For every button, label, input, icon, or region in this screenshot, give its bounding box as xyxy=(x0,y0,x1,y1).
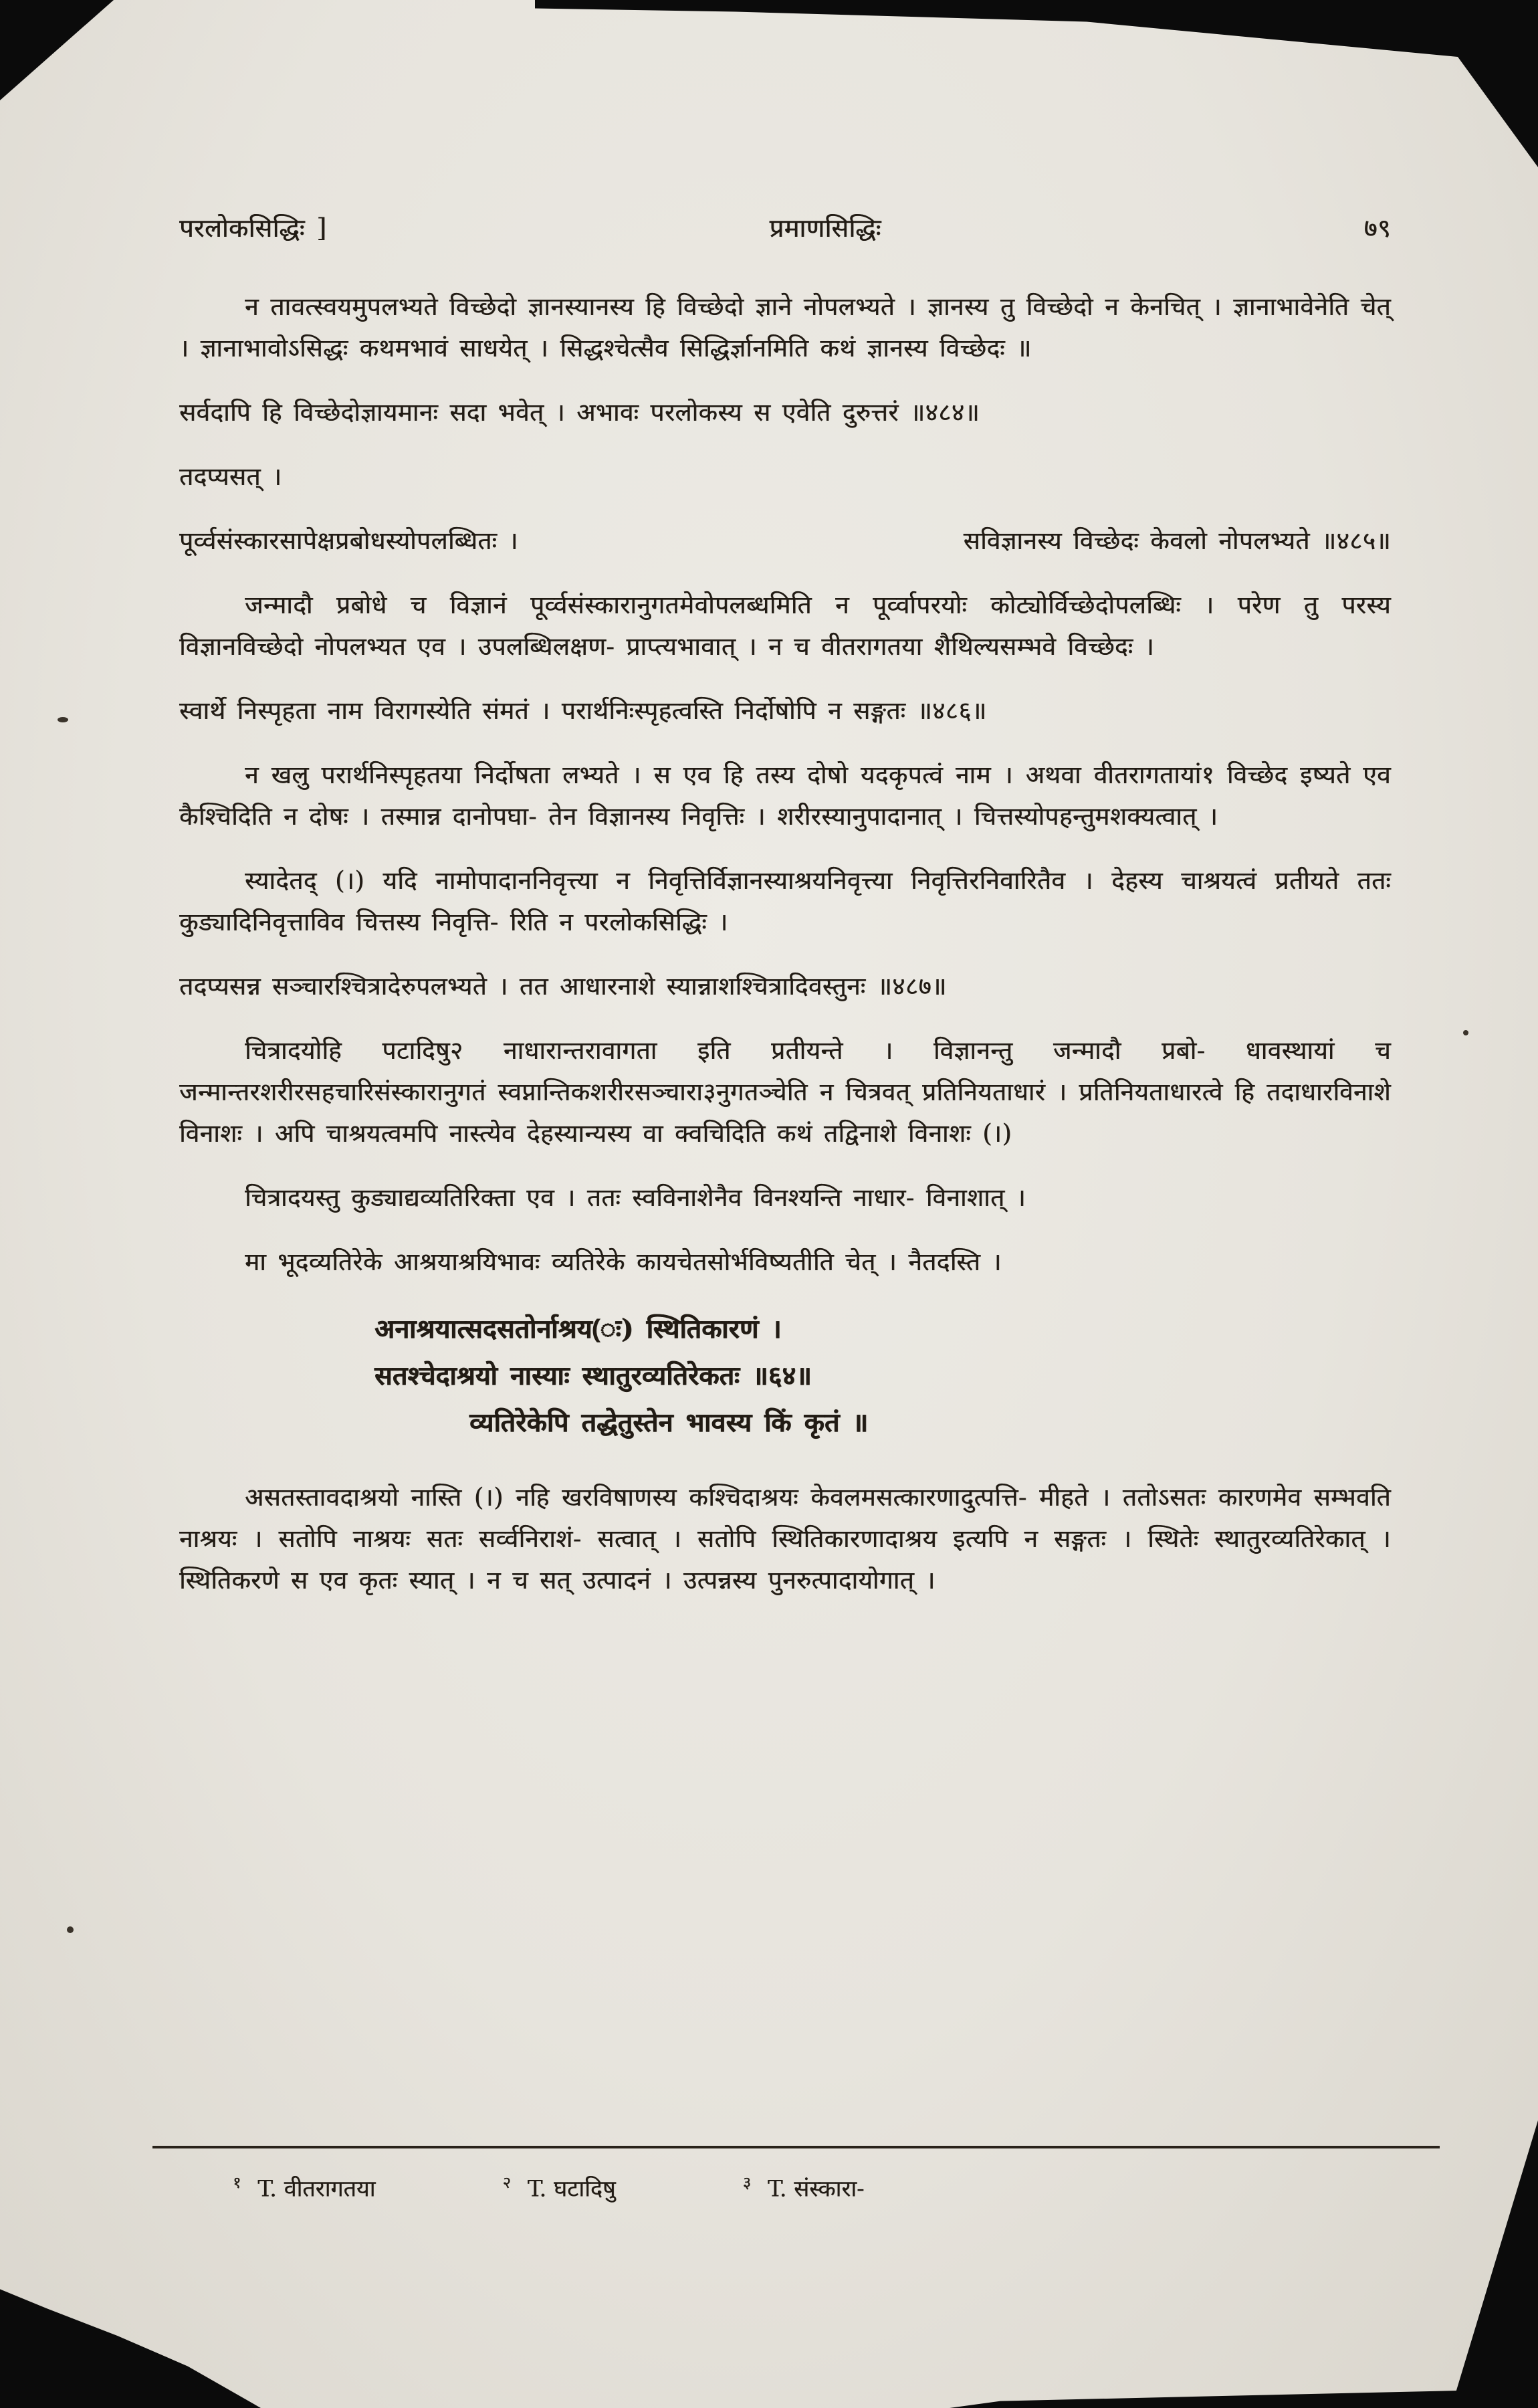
running-head xyxy=(179,207,1391,249)
footnote-3 xyxy=(743,2171,865,2203)
page-number: ७९ xyxy=(1363,213,1391,243)
scan-artifact-top-left xyxy=(0,0,114,100)
scan-artifact-bottom-bar xyxy=(950,2391,1458,2408)
footnote-1-marker: १ xyxy=(233,2173,241,2192)
scan-artifact-top-strip xyxy=(535,0,1538,167)
verse-64-line-1: अनाश्रयात्सदसतोर्नाश्रय(ः) स्थितिकारणं । xyxy=(374,1314,782,1344)
text-column xyxy=(179,207,1391,1624)
scan-speck xyxy=(58,717,68,722)
paragraph: स्यादेतद् (।) यदि नामोपादाननिवृत्त्या न निवृत्तिर्विज्ञानस्याश्रयनिवृत्त्या निवृत्तिरनिवारितैव । देहस्य चाश्रयत्वं प्रतीयते ततः कुड्यादिनिवृत्ताविव चित्तस्य निवृत्ति- रिति न परलोकसिद्धिः । xyxy=(179,866,1391,936)
footnote-1-text: T. वीतरागतया xyxy=(257,2175,376,2203)
scan-speck xyxy=(67,1926,74,1933)
verse-64-line-3: व्यतिरेकेपि तद्धेतुस्तेन भावस्य किं कृतं ॥ xyxy=(469,1407,869,1438)
paragraph: मा भूदव्यतिरेके आश्रयाश्रयिभावः व्यतिरेके कायचेतसोर्भविष्यतीति चेत् । नैतदस्ति । xyxy=(245,1247,1002,1276)
paragraph: चित्रादयोहि पटादिषु२ नाधारान्तरावागता इति प्रतीयन्ते । विज्ञानन्तु जन्मादौ प्रबो- धावस्थायां च जन्मान्तरशरीरसहचारिसंस्कारानुगतं स्वप्नान्तिकशरीरसञ्चारा३नुगतञ्चेति न चित्रवत् प्रतिनियताधारं । प्रतिनियताधारत्वे हि तदाधारविनाशे विनाशः । अपि चाश्रयत्वमपि नास्त्येव देहस्यान्यस्य वा क्वचिदिति कथं तद्विनाशे विनाशः (।) xyxy=(179,1036,1391,1148)
paragraph: न खलु परार्थनिस्पृहतया निर्दोषता लभ्यते । स एव हि तस्य दोषो यदकृपत्वं नाम । अथवा वीतरागतायां१ विच्छेद इष्यते एव कैश्चिदिति न दोषः । तस्मान्न दानोपघा- तेन विज्ञानस्य निवृत्तिः । शरीरस्यानुपादानात् । चित्तस्योपहन्तुमशक्यत्वात् । xyxy=(179,761,1391,831)
running-head-left-title: परलोकसिद्धिः ] xyxy=(179,213,327,243)
footnote-1 xyxy=(233,2171,375,2203)
paragraph: चित्रादयस्तु कुड्याद्यव्यतिरिक्ता एव । ततः स्वविनाशेनैव विनश्यन्ति नाधार- विनाशात् । xyxy=(245,1183,1026,1212)
footnote-2-text: T. घटादिषु xyxy=(527,2175,616,2203)
footnote-3-marker: ३ xyxy=(742,2173,752,2192)
verse-64-line-2: सतश्चेदाश्रयो नास्याः स्थातुरव्यतिरेकतः ॥६४॥ xyxy=(374,1361,812,1391)
verse-485 xyxy=(179,520,1391,562)
footnote-row xyxy=(152,2171,1440,2203)
paragraph: असतस्तावदाश्रयो नास्ति (।) नहि खरविषाणस्य कश्चिदाश्रयः केवलमसत्कारणादुत्पत्ति- मीहते । ततोऽसतः कारणमेव सम्भवति नाश्रयः । सतोपि नाश्रयः सतः सर्व्वनिराशं- सत्वात् । सतोपि स्थितिकारणादाश्रय इत्यपि न सङ्गतः । स्थितेः स्थातुरव्यतिरेकात् । स्थितिकरणे स एव कृतः स्यात् । न च सत् उत्पादनं । उत्पन्नस्य पुनरुत्पादायोगात् । xyxy=(179,1483,1391,1595)
footnote-2-marker: २ xyxy=(502,2173,511,2192)
running-head-center-title: प्रमाणसिद्धिः xyxy=(769,213,881,243)
verse-486: स्वार्थे निस्पृहता नाम विरागस्येति संमतं । परार्थनिःस्पृहत्वस्ति निर्दोषोपि न सङ्गतः ॥४८६॥ xyxy=(179,696,987,725)
verse-64 xyxy=(374,1306,1391,1446)
scan-speck xyxy=(1463,1030,1468,1035)
paragraph: न तावत्स्वयमुपलभ्यते विच्छेदो ज्ञानस्यानस्य हि विच्छेदो ज्ञाने नोपलभ्यते । ज्ञानस्य तु विच्छेदो न केनचित् । ज्ञानाभावेनेति चेत् । ज्ञानाभावोऽसिद्धः कथमभावं साधयेत् । सिद्धश्चेत्सैव सिद्धिर्ज्ञानमिति कथं ज्ञानस्य विच्छेदः ॥ xyxy=(179,292,1391,363)
scan-artifact-bottom-right xyxy=(1451,2120,1538,2408)
footnote-3-text: T. संस्कारा- xyxy=(767,2175,865,2203)
paragraph: जन्मादौ प्रबोधे च विज्ञानं पूर्व्वसंस्कारानुगतमेवोपलब्धमिति न पूर्व्वापरयोः कोट्योर्विच्छेदोपलब्धिः । परेण तु परस्य विज्ञानविच्छेदो नोपलभ्यत एव । उपलब्धिलक्षण- प्राप्त्यभावात् । न च वीतरागतया शैथिल्यसम्भवे विच्छेदः । xyxy=(179,591,1391,661)
paragraph: तदप्यसत् । xyxy=(179,462,282,491)
verse-487: तदप्यसन्न सञ्चारश्चित्रादेरुपलभ्यते । तत आधारनाशे स्यान्नाशश्चित्रादिवस्तुनः ॥४८७॥ xyxy=(179,972,947,1001)
verse-485-second-half: सविज्ञानस्य विच्छेदः केवलो नोपलभ्यते ॥४८५॥ xyxy=(963,526,1391,555)
verse-484: सर्वदापि हि विच्छेदोज्ञायमानः सदा भवेत् । अभावः परलोकस्य स एवेति दुरुत्तरं ॥४८४॥ xyxy=(179,398,980,427)
footnote-2 xyxy=(502,2171,615,2203)
scan-artifact-bottom-left xyxy=(0,2247,261,2408)
footnote-section xyxy=(152,2146,1440,2203)
verse-485-first-half: पूर्व्वसंस्कारसापेक्षप्रबोधस्योपलब्धितः । xyxy=(179,526,518,555)
